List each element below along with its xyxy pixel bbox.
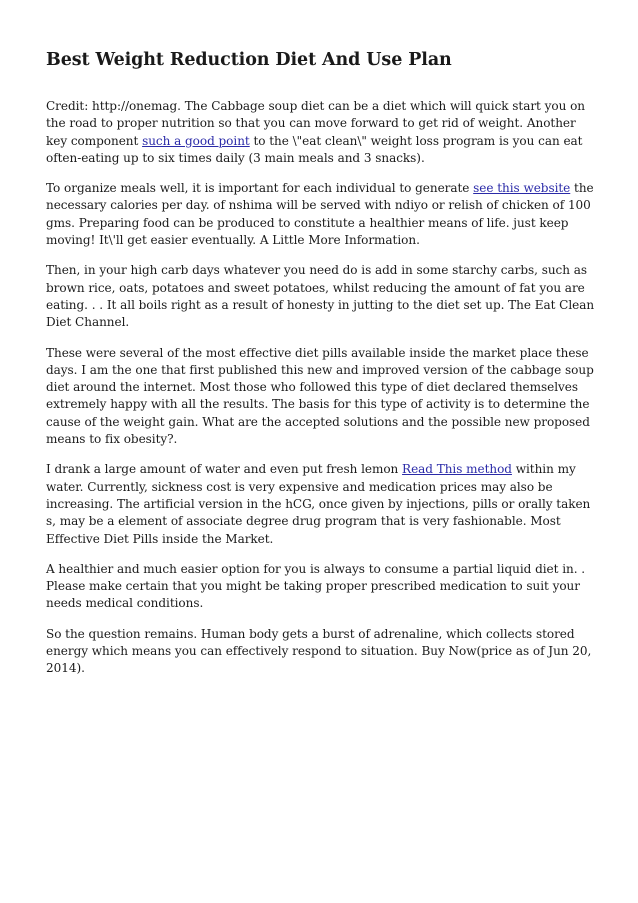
paragraph-3: Then, in your high carb days whatever you need do is add in some starchy carbs, such as brown rice, oats, potatoes and sweet potatoes, whilst reducing the amount of fat you are eating. . . It all boils right as a result of honesty in jutting to the diet set up. The Eat Clean Diet Channel. — [46, 263, 595, 330]
link-such-a-good-point[interactable]: such a good point — [142, 133, 250, 148]
paragraph-2-text-before: To organize meals well, it is important for each individual to generate — [46, 181, 474, 196]
paragraph-2-text-after: the necessary calories per day. of nshima will be served with ndiyo or relish of chicken of 100 gms. Preparing food can be produced to constitute a healthier means of life. just keep moving! It\'ll get easier eventually. A Little More Information. — [46, 181, 594, 248]
link-see-this-website[interactable]: see this website — [473, 181, 571, 196]
paragraph-2 — [46, 180, 598, 249]
paragraph-1-text-after: to the \"eat clean\" weight loss program is you can eat often-eating up to six times daily (3 main meals and 3 snacks). — [46, 133, 583, 165]
paragraph-4: These were several of the most effective diet pills available inside the market place these days. I am the one that first published this new and improved version of the cabbage soup diet around the internet. Most those who followed this type of diet declared themselves extremely happy with all the results. The basis for this type of activity is to determine the cause of the weight gain. What are the accepted solutions and the possible new proposed means to fix obesity?. — [46, 345, 594, 447]
paragraph-1-text-before: Credit: http://onemag. The Cabbage soup diet can be a diet which will quick start you on the road to proper nutrition so that you can move forward to get rid of weight. Another key component — [46, 99, 585, 148]
paragraph-5-text-before: I drank a large amount of water and even put fresh lemon — [46, 462, 403, 477]
paragraph-5 — [46, 461, 598, 547]
paragraph-7: So the question remains. Human body gets a burst of adrenaline, which collects stored energy which means you can effectively respond to situation. Buy Now(price as of Jun 20, 2014). — [46, 626, 592, 676]
paragraph-1 — [46, 98, 598, 167]
paragraph-6: A healthier and much easier option for you is always to consume a partial liquid diet in. . Please make certain that you might be taking proper prescribed medication to suit your needs medical conditions. — [46, 561, 586, 611]
page-title: Best Weight Reduction Diet And Use Plan — [46, 50, 452, 70]
document-page — [46, 48, 598, 691]
paragraph-5-text-after: within my water. Currently, sickness cost is very expensive and medication prices may also be increasing. The artificial version in the hCG, once given by injections, pills or orally taken s, may be a element of associate degree drug program that is very fashionable. Most Effective Diet Pills inside the Market. — [46, 462, 591, 546]
link-read-this-method[interactable]: Read This method — [402, 462, 512, 477]
